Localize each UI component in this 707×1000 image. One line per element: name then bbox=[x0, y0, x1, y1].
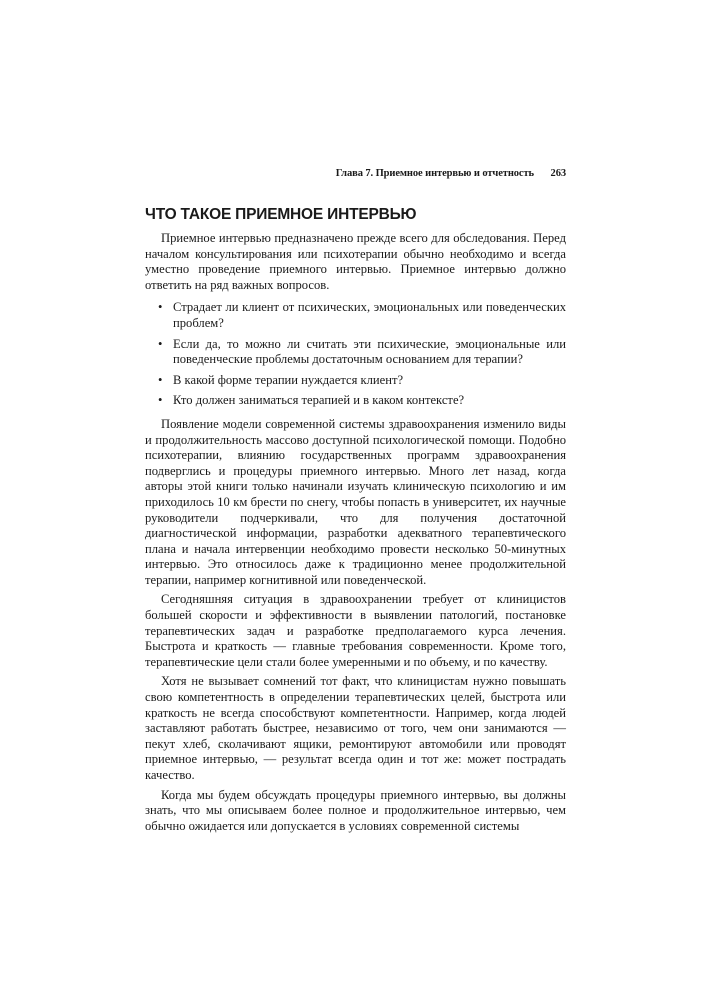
body-text bbox=[145, 231, 566, 838]
list-item bbox=[145, 300, 566, 331]
page-number: 263 bbox=[550, 168, 566, 179]
paragraph: Когда мы будем обсуждать процедуры приемного интервью, вы должны знать, что мы описываем более полное и продолжительное интервью, чем обычно ожидается или допускается в условиях современной системы bbox=[145, 787, 566, 833]
bullet-list bbox=[145, 300, 566, 409]
bullet-icon: • bbox=[158, 372, 163, 387]
running-title: Глава 7. Приемное интервью и отчетность bbox=[335, 168, 535, 179]
paragraph: Хотя не вызывает сомнений тот факт, что клиницистам нужно повышать свою компетентность в определении терапевтических целей, быстрота или краткость не всегда способствуют компетентности. Например, когда людей заставляют работать быстрее, независимо от того, чем они занимаются — пекут хлеб, сколачивают ящики, ремонтируют автомобили или проводят приемное интервью, — результат всегда один и тот же: может пострадать качество. bbox=[145, 674, 566, 782]
paragraph: Появление модели современной системы здравоохранения изменило виды и продолжительность массово доступной психологической помощи. Подобно психотерапии, влиянию государственных программ здравоохранения подверглись и процедуры приемного интервью. Много лет назад, когда авторы этой книги только начинали изучать клиническую психологию и им приходилось 10 км брести по снегу, чтобы попасть в университет, их научные руководители подчеркивали, что для получения достаточной диагностической информации, разработки адекватного терапевтического плана и начала интервенции необходимо провести несколько 50-минутных интервью. Это относилось даже к традиционно менее продолжительной терапии, например когнитивной или поведенческой. bbox=[145, 416, 566, 587]
bullet-icon: • bbox=[158, 393, 163, 408]
paragraph: Приемное интервью предназначено прежде всего для обследования. Перед началом консультирования или психотерапии обычно необходимо и всегда уместно проведение приемного интервью. Приемное интервью должно ответить на ряд важных вопросов. bbox=[145, 231, 566, 292]
section-title: ЧТО ТАКОЕ ПРИЕМНОЕ ИНТЕРВЬЮ bbox=[145, 206, 417, 223]
list-item-text: Кто должен заниматься терапией и в каком контексте? bbox=[173, 393, 465, 408]
list-item-text: В какой форме терапии нуждается клиент? bbox=[173, 372, 404, 387]
list-item-text: Если да, то можно ли считать эти психические, эмоциональные или поведенческие проблемы достаточным основанием для терапии? bbox=[173, 336, 566, 367]
list-item-text: Страдает ли клиент от психических, эмоциональных или поведенческих проблем? bbox=[173, 300, 566, 330]
paragraph: Сегодняшняя ситуация в здравоохранении требует от клиницистов большей скорости и эффективности в выявлении патологий, постановке терапевтических задач и разработке предполагаемого курса лечения. Быстрота и краткость — главные требования современности. Кроме того, терапевтические цели стали более умеренными и по объему, и по качеству. bbox=[145, 592, 566, 669]
running-header bbox=[145, 168, 566, 179]
list-item bbox=[145, 373, 566, 389]
bullet-icon: • bbox=[158, 336, 163, 351]
list-item bbox=[145, 393, 566, 409]
list-item bbox=[145, 337, 566, 368]
bullet-icon: • bbox=[158, 300, 163, 315]
